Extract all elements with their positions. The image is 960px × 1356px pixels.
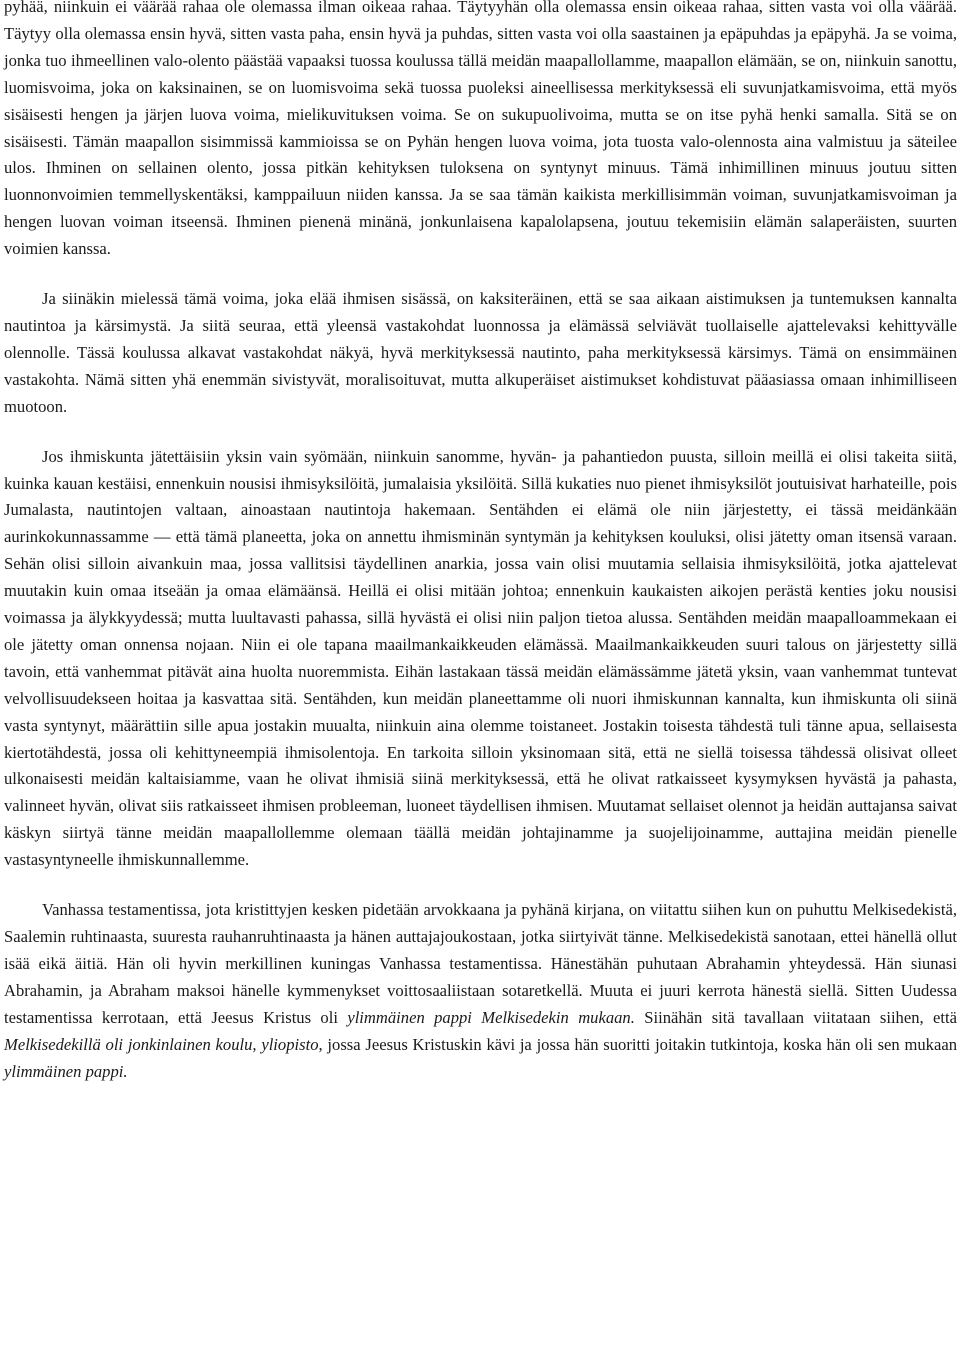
paragraph-3: Jos ihmiskunta jätettäisiin yksin vain syömään, niinkuin sanomme, hyvän- ja pahantiedon puusta, silloin meillä ei olisi takeita siitä, kuinka kauan kestäisi, ennenkuin nousisi ihmisyksilöitä, jumalaisia yksilöitä. Sillä kukaties nuo pienet ihmisyksilöt joutuisivat harhateille, pois Jumalasta, nautintojen valtaan, ainoastaan nautintoja hakemaan. Sentähden ei elämä ole niin järjestetty, ei tässä meidänkään aurinkokunnassamme — että tämä planeetta, joka on annettu ihmisminän syntymän ja kehityksen kouluksi, olisi jätetty oman itsensä varaan. Sehän olisi silloin aivankuin maa, jossa vallitsisi täydellinen anarkia, jossa vain olisi muutamia sellaisia ihmisyksilöitä, jotka ajattelevat muutakin kuin omaa itseään ja omaa elämäänsä. Heillä ei olisi mitään johtoa; ennenkuin kaukaisten aikojen perästä kenties joku nousisi voimassa ja älykkyydessä; mutta luultavasti pahassa, sillä hyvästä ei olisi niin paljon tietoa alussa. Sentähden meidän maapalloammekaan ei ole jätetty oman onnensa nojaan. Niin ei ole tapana maailmankaikkeuden elämässä. Maailmankaikkeuden suuri talous on järjestetty sillä tavoin, että vanhemmat pitävät aina huolta nuoremmista. Eihän lastakaan tässä meidän elämässämme jätetä yksin, vaan vanhemmat tuntevat velvollisuudekseen hoitaa ja kasvattaa sitä. Sentähden, kun meidän planeettamme oli nuori ihmiskunnan kannalta, kun ihmiskunta oli siinä vasta syntynyt, määrättiin sille apua jostakin muualta, niinkuin aina olemme toistaneet. Jostakin toisesta tähdestä tuli tänne apua, sellaisesta kiertotähdestä, jossa oli kehittyneempiä ihmisolentoja. En tarkoita silloin yksinomaan sitä, että ne siellä toisessa tähdessä olisivat olleet ulkonaisesti meidän kaltaisiamme, vaan he olivat ihmisiä siinä merkityksessä, että he olivat ratkaisseet kysymyksen hyvästä ja pahasta, valinneet hyvän, olivat siis ratkaisseet ihmisen probleeman, luoneet täydellisen ihmisen. Muutamat sellaiset olennot ja heidän auttajansa saivat käskyn siirtyä tänne meidän maapallollemme olemaan täällä meidän johtajinamme ja suojelijoinamme, auttajina meidän pienelle vastasyntyneelle ihmiskunnallemme. xyxy=(4,446,957,870)
paragraph-4 xyxy=(4,897,957,1085)
paragraph-4-text: Vanhassa testamentissa, jota kristittyjen kesken pidetään arvokkaana ja pyhänä kirjana, on viitattu siihen kun on puhuttu Melkisedekistä, Saalemin ruhtinaasta, suuresta rauhanruhtinaasta ja hänen auttajajoukostaan, jotka siirtyivät tänne. Melkisedekistä sanotaan, ettei hänellä ollut isää eikä äitiä. Hän oli hyvin merkillinen kuningas Vanhassa testamentissa. Hänestähän puhutaan Abrahamin yhteydessä. Hän siunasi Abrahamin, ja Abraham maksoi hänelle kymmenykset voittosaaliistaan sotaretkellä. Muuta ei juuri kerrota hänestä siellä. Sitten Uudessa testamentissa kerrotaan, että Jeesus Kristus oli xyxy=(4,900,957,1027)
emphasis-high-priest: ylimmäinen pappi. xyxy=(4,1061,128,1081)
paragraph-4-text-more: , jossa Jeesus Kristuskin kävi ja jossa hän suoritti joitakin tutkintoja, koska hän oli sen mukaan xyxy=(318,1034,958,1054)
emphasis-high-priest-melchizedek: ylimmäinen pappi Melkisedekin mukaan. xyxy=(347,1007,635,1027)
document-page xyxy=(4,0,957,1085)
emphasis-melchizedek-school: Melkisedekillä oli jonkinlainen koulu, yliopisto xyxy=(4,1034,319,1054)
paragraph-2: Ja siinäkin mielessä tämä voima, joka elää ihmisen sisässä, on kaksiteräinen, että se saa aikaan aistimuksen ja tuntemuksen kannalta nautintoa ja kärsimystä. Ja siitä seuraa, että yleensä vastakohdat luonnossa ja elämässä selviävät tuollaiselle ajattelevaksi kehittyvälle olennolle. Tässä koulussa alkavat vastakohdat näkyä, hyvä merkityksessä nautinto, paha merkityksessä kärsimys. Tämä on ensimmäinen vastakohta. Nämä sitten yhä enemmän sivistyvät, moralisoituvat, mutta alkuperäiset aistimukset kohdistuvat pääasiassa omaan inhimilliseen muotoon. xyxy=(4,289,957,416)
paragraph-1: pyhää, niinkuin ei väärää rahaa ole olemassa ilman oikeaa rahaa. Täytyyhän olla olemassa ensin oikeaa rahaa, sitten vasta voi olla väärää. Täytyy olla olemassa ensin hyvä, sitten vasta paha, ensin hyvä ja puhdas, sitten vasta voi olla saastainen ja epäpuhdas ja epäpyhä. Ja se voima, jonka tuo ihmeellinen valo-olento päästää vapaaksi tuossa koulussa tällä meidän maapallollamme, maapallon elämään, se on, niinkuin sanottu, luomisvoima, joka on kaksinainen, se on luomisvoima sekä tuossa puoleksi aineellisessa merkityksessä eli suvunjatkamisvoima, että myös sisäisesti hengen ja järjen luova voima, mielikuvituksen voima. Se on sukupuolivoima, mutta se on itse pyhä henki samalla. Sitä se on sisäisesti. Tämän maapallon sisimmissä kammioissa se on Pyhän hengen luova voima, jota tuosta valo-olennosta aina valmistuu ja säteilee ulos. Ihminen on sellainen olento, jossa pitkän kehityksen tuloksena on syntynyt minuus. Tämä inhimillinen minuus joutuu sitten luonnonvoimien temmellyskentäksi, kamppailuun niiden kanssa. Ja se saa tämän kaikista merkillisimmän voiman, suvunjatkamisvoiman ja hengen luovan voiman itseensä. Ihminen pienenä minänä, jonkunlaisena kapalolapsena, joutuu tekemisiin elämän salaperäisten, suurten voimien kanssa. xyxy=(4,0,957,259)
paragraph-4-text-continued: Siinähän sitä tavallaan viitataan siihen, että xyxy=(634,1007,957,1027)
